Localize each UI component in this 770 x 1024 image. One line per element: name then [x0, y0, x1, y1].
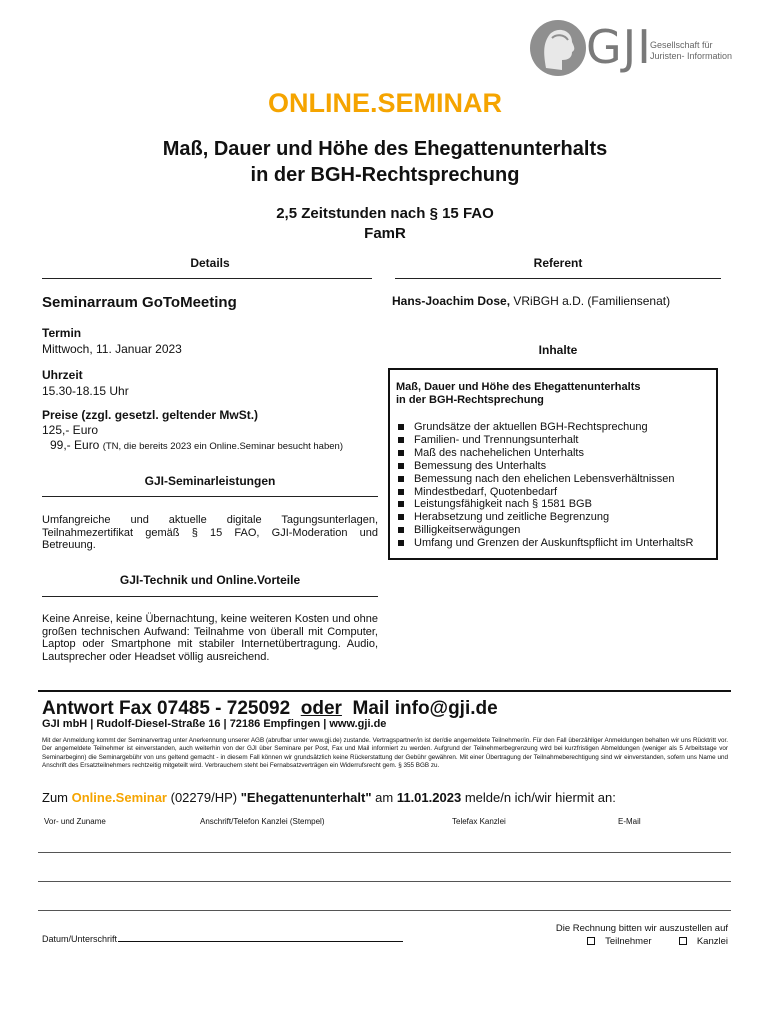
seminar-hours: 2,5 Zeitstunden nach § 15 FAO FamR	[276, 205, 494, 242]
fineprint: Mit der Anmeldung kommt der Seminarvertrag unter Anerkennung unserer AGB (abrufbar unter www.gji.de) zustande. Vertragspartner/in ist der/die angemeldete Teilnehmer/in. Für den Fall überzähliger Anmeldungen behalten wir uns Rücktritt vor. Der angemeldete Teilnehmer ist einverstanden, auch weiterhin von der GJI über Seminare per Post, Fax und Mail informiert zu werden. Aufgrund der Teilnehmerbegrenzung wird bei kurzfristigen Abmeldungen (weniger als 5 Arbeitstage vor Seminarbeginn) die Seminargebühr von uns geltend gemacht - in diesem Fall können wir grundsätzlich keine Rückerstattung der Gebühr gewähren. Mit einer Übertragung der Teilnahmeberechtigung sind wir einverstanden, sofern uns Name und Anschrift des Ersatzteilnehmers rechtzeitig mitgeteilt wird. Verbrauchern steht bei Fernabsatzverträgen ein Widerrufsrecht gem. § 355 BGB zu.	[42, 737, 728, 770]
list-item: Maß des nachehelichen Unterhalts	[396, 447, 714, 460]
preise-block: Preise (zzgl. gesetzl. geltender MwSt.) 125,- Euro 99,- Euro (TN, die bereits 2023 ein Online.Seminar besucht haben)	[42, 408, 343, 452]
form-line-2[interactable]	[38, 881, 731, 882]
uhrzeit-block: Uhrzeit 15.30-18.15 Uhr	[42, 368, 129, 398]
label-telefax: Telefax Kanzlei	[452, 817, 506, 826]
seminar-title: Maß, Dauer und Höhe des Ehegattenunterhalts in der BGH-Rechtsprechung	[162, 138, 608, 186]
details-divider	[42, 278, 372, 279]
antwort-divider	[38, 690, 731, 692]
oder-text: oder	[300, 698, 342, 719]
leistungen-text: Umfangreiche und aktuelle digitale Tagungsunterlagen, Teilnahmezertifikat gemäß § 15 FAO, GJI-Moderation und Betreuung.	[42, 514, 378, 552]
seminar-room: Seminarraum GoToMeeting	[42, 294, 237, 311]
list-item: Herabsetzung und zeitliche Begrenzung	[396, 511, 714, 524]
referent-divider	[395, 278, 721, 279]
signature-field[interactable]: Datum/Unterschrift	[42, 932, 403, 944]
list-item: Leistungsfähigkeit nach § 1581 BGB	[396, 498, 714, 511]
checkbox-kanzlei[interactable]: Kanzlei	[679, 936, 728, 947]
list-item: Umfang und Grenzen der Auskunftspflicht im UnterhaltsR	[396, 537, 714, 550]
logo-head-icon	[528, 18, 588, 78]
page-title: ONLINE.SEMINAR	[267, 88, 502, 118]
termin-block: Termin Mittwoch, 11. Januar 2023	[42, 326, 182, 356]
gji-address: GJI mbH | Rudolf-Diesel-Straße 16 | 72186 Empfingen | www.gji.de	[42, 718, 387, 730]
technik-divider	[42, 596, 378, 597]
mail-text[interactable]: Mail info@gji.de	[352, 698, 498, 719]
logo-subtitle: Gesellschaft für Juristen- Information	[650, 40, 733, 61]
technik-heading: GJI-Technik und Online.Vorteile	[119, 573, 301, 587]
referent-heading: Referent	[533, 256, 583, 270]
label-anschrift: Anschrift/Telefon Kanzlei (Stempel)	[200, 817, 325, 826]
inhalte-heading: Inhalte	[538, 343, 578, 357]
inhalte-box-title: Maß, Dauer und Höhe des Ehegattenunterhalts in der BGH-Rechtsprechung	[396, 381, 641, 406]
invoice-block: Die Rechnung bitten wir auszustellen auf Teilnehmer Kanzlei	[555, 923, 728, 947]
leistungen-divider	[42, 496, 378, 497]
details-heading: Details	[190, 256, 230, 270]
registration-line: Zum Online.Seminar (02279/HP) "Ehegattenunterhalt" am 11.01.2023 melde/n ich/wir hiermit an:	[42, 790, 616, 805]
inhalte-list	[396, 421, 714, 550]
form-line-3[interactable]	[38, 910, 731, 911]
leistungen-heading: GJI-Seminarleistungen	[144, 474, 276, 488]
logo-wordmark: GJI	[586, 20, 652, 74]
inhalte-box	[388, 368, 718, 560]
referent-name: Hans-Joachim Dose, VRiBGH a.D. (Familiensenat)	[392, 294, 671, 308]
label-name: Vor- und Zuname	[44, 817, 106, 826]
gji-logo	[528, 18, 588, 78]
checkbox-teilnehmer[interactable]: Teilnehmer	[587, 936, 651, 947]
label-email: E-Mail	[618, 817, 641, 826]
list-item: Mindestbedarf, Quotenbedarf	[396, 486, 714, 499]
list-item: Grundsätze der aktuellen BGH-Rechtsprechung	[396, 421, 714, 434]
list-item: Bemessung nach den ehelichen Lebensverhältnissen	[396, 473, 714, 486]
technik-text: Keine Anreise, keine Übernachtung, keine weiteren Kosten und ohne großen technischen Aufwand: Teilnahme von überall mit Computer, Laptop oder Smartphone mit stabiler Internetübertragung. Audio, Lautsprecher oder Headset völlig ausreichend.	[42, 613, 378, 663]
form-line-1[interactable]	[38, 852, 731, 853]
list-item: Familien- und Trennungsunterhalt	[396, 434, 714, 447]
list-item: Bemessung des Unterhalts	[396, 460, 714, 473]
antwort-line: Antwort Fax 07485 - 725092 oder Mail info@gji.de	[42, 698, 498, 719]
list-item: Billigkeitserwägungen	[396, 524, 714, 537]
